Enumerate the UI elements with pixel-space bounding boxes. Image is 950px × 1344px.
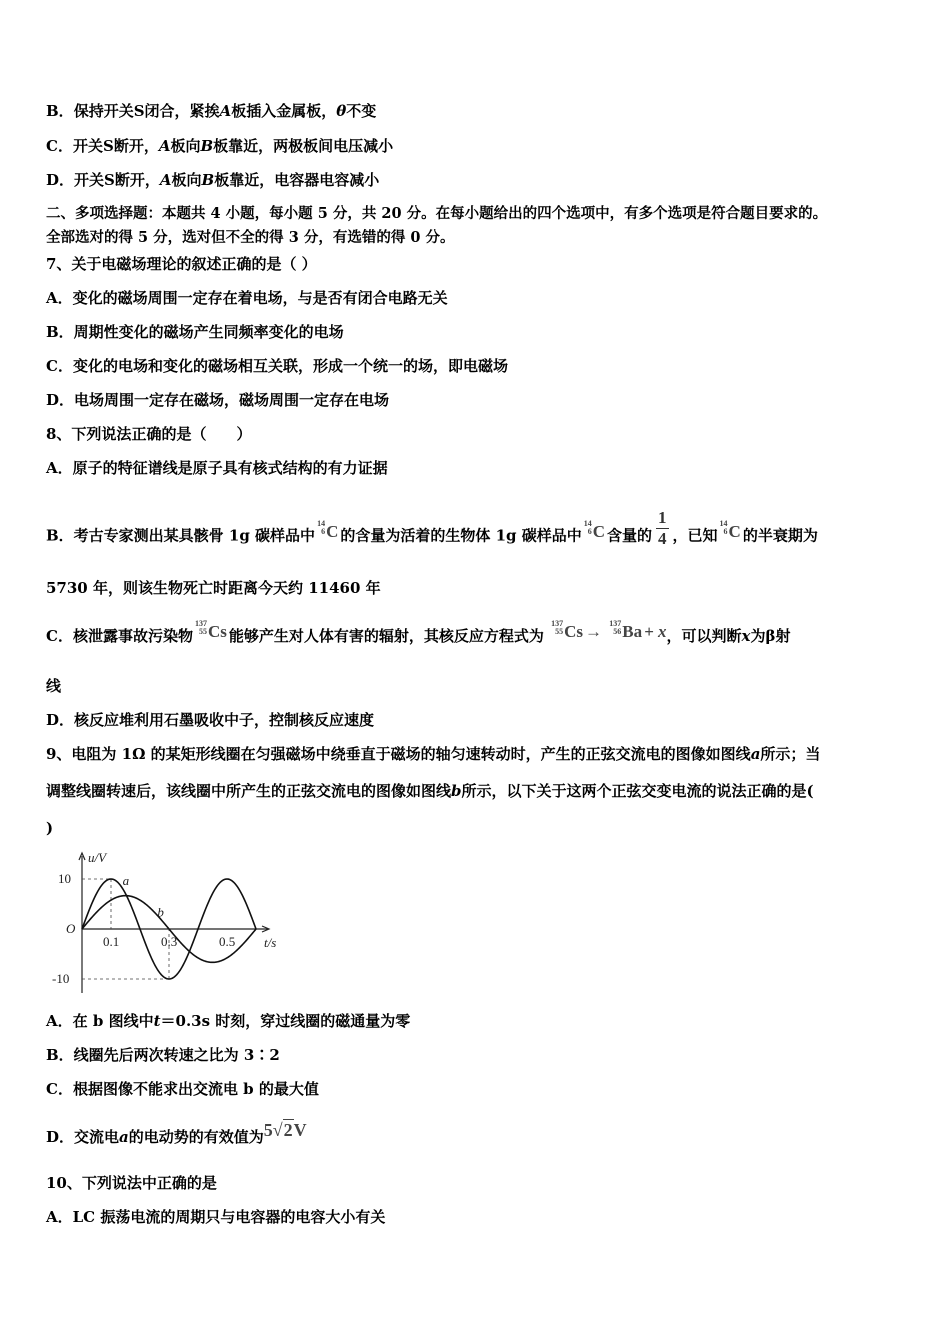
section-2-heading: 二、多项选择题：本题共 4 小题，每小题 5 分，共 20 分。在每小题给出的四个选项中，有多个选项是符合题目要求的。 [46,205,828,222]
text: 为β射 [750,627,791,645]
radicand: 2 [283,1120,293,1140]
question-6-option-d [46,170,379,190]
question-9-line-1 [46,744,820,764]
var: A [219,102,232,120]
element-symbol: C [592,521,605,541]
question-7-option-b: B．周期性变化的磁场产生同频率变化的电场 [46,323,344,341]
text: 所示，以下关于这两个正弦交变电流的说法正确的是( [461,782,814,800]
question-7-option-d: D．电场周围一定存在磁场，磁场周围一定存在电场 [46,391,390,409]
text: 板插入金属板， [231,102,337,120]
text: 所示；当 [760,745,821,763]
question-10-option-a: A．LC 振荡电流的周期只与电容器的电容大小有关 [46,1208,386,1226]
text: ，可以判断 [666,627,742,645]
question-7: 7、关于电磁场理论的叙述正确的是（ ） [46,255,317,273]
unit: V [293,1120,307,1140]
atomic-number: 6 [723,526,728,536]
curve-b-label: b [157,904,164,920]
text: 保持开关 [73,102,134,120]
numerator: 1 [658,508,667,527]
var: t [153,1012,161,1030]
atomic-number: 55 [198,627,207,636]
carbon-14-isotope [719,518,741,542]
atomic-number: 56 [613,627,622,636]
question-6-option-b [46,101,376,121]
element-symbol: Ba [622,622,643,641]
text: 的半衰期为 [742,526,818,545]
coefficient: 5 [263,1120,273,1140]
reaction-arrow: → [585,622,603,641]
mass-number: 14 [583,518,592,528]
text: ，已知 [672,526,718,545]
text: 板向 [170,137,201,155]
cesium-137-isotope [551,619,584,642]
question-10: 10、下列说法中正确的是 [46,1174,217,1192]
text: S [104,171,115,189]
carbon-14-isotope [583,518,605,542]
text: ＝0.3s 时刻，穿过线圈的磁通量为零 [160,1012,411,1030]
var: a [119,1128,129,1146]
cesium-137-isotope [194,619,227,642]
origin-label: O [66,921,76,936]
atomic-number: 6 [587,526,592,536]
question-9-option-c: C．根据图像不能求出交流电 b 的最大值 [46,1080,319,1098]
text: 的电动势的有效值为 [128,1128,264,1146]
option-label: D． [46,171,75,189]
question-7-option-c: C．变化的电场和变化的磁场相互关联，形成一个统一的场，即电磁场 [46,357,508,375]
question-8-option-d: D．核反应堆利用石墨吸收中子，控制核反应速度 [46,711,375,729]
question-9-option-a [46,1011,410,1031]
barium-137-isotope [609,619,643,642]
question-8: 8、下列说法正确的是（ ） [46,425,252,443]
voltage-time-graph [46,848,286,996]
question-8-option-a: A．原子的特征谱线是原子具有核式结构的有力证据 [46,459,388,477]
atomic-number: 55 [555,627,564,636]
text: S [133,102,145,120]
text: A．在 b 图线中 [46,1012,154,1030]
question-8-option-b [46,508,818,557]
question-8-option-c-cont: 线 [46,677,62,695]
question-9-line-3: ) [46,819,54,837]
text: 不变 [346,102,377,120]
curve-a-label: a [122,873,130,888]
mass-number: 137 [609,619,622,628]
element-symbol: Cs [564,622,584,641]
element-symbol: C [326,521,339,541]
text: D．交流电 [46,1128,120,1146]
mass-number: 14 [317,518,326,528]
text: B．考古专家测出某具骸骨 1g 碳样品中 [46,526,316,545]
text: 开关 [72,137,103,155]
element-symbol: Cs [207,622,227,641]
question-9-line-2 [46,781,814,801]
x-tick-0.1: 0.1 [103,934,120,949]
sqrt-expression: 5√2V [263,1120,307,1140]
text: C．核泄露事故污染物 [46,627,193,645]
element-symbol: C [728,521,741,541]
option-label: B． [46,102,74,120]
text: 开关 [74,171,105,189]
text: 断开， [113,137,159,155]
text: S [102,137,114,155]
denominator: 4 [658,529,667,548]
text: 含量的 [607,526,653,545]
var: B [200,137,214,155]
fraction-one-quarter [656,508,669,549]
question-7-option-a: A．变化的磁场周围一定存在着电场，与是否有闭合电路无关 [46,289,448,307]
x-axis-label: t/s [264,935,277,950]
text: 板靠近，电容器电容减小 [214,171,380,189]
mass-number: 14 [719,518,728,528]
text: 9、电阻为 1Ω 的某矩形线圈在匀强磁场中绕垂直于磁场的轴匀速转动时，产生的正弦交流电的图像如图线 [46,745,751,763]
text: 调整线圈转速后，该线圈中所产生的正弦交流电的图像如图线 [46,782,452,800]
text: 的含量为活着的生物体 1g 碳样品中 [340,526,582,545]
y-tick-10: 10 [58,871,71,886]
question-9-option-b: B．线圈先后两次转速之比为 3∶2 [46,1046,280,1064]
var: θ [336,102,347,120]
graph-axes [79,853,269,993]
text: 板靠近，两极板间电压减小 [213,137,394,155]
option-label: C． [46,137,73,155]
question-9-option-d [46,1120,307,1147]
text: 能够产生对人体有害的辐射，其核反应方程式为 [228,627,544,645]
mass-number: 137 [551,619,564,628]
plus-x: + x [644,622,667,641]
mass-number: 137 [194,619,207,628]
var: b [451,782,462,800]
text: 断开， [114,171,160,189]
section-2-heading-cont: 全部选对的得 5 分，选对但不全的得 3 分，有选错的得 0 分。 [46,229,455,246]
text: 板向 [171,171,202,189]
var: a [750,745,761,763]
var: A [158,137,171,155]
var: x [741,627,751,645]
question-8-option-c [46,619,791,646]
question-6-option-c [46,136,393,156]
text: 闭合，紧挨 [144,102,220,120]
carbon-14-isotope [317,518,339,542]
var: B [201,171,215,189]
x-tick-0.5: 0.5 [219,934,236,949]
atomic-number: 6 [321,526,326,536]
y-axis-label: u/V [88,850,107,865]
question-8-option-b-cont: 5730 年，则该生物死亡时距离今天约 11460 年 [46,579,381,597]
x-tick-0.3: 0.3 [161,934,178,949]
var: A [159,171,172,189]
y-tick-minus-10: -10 [52,971,70,986]
